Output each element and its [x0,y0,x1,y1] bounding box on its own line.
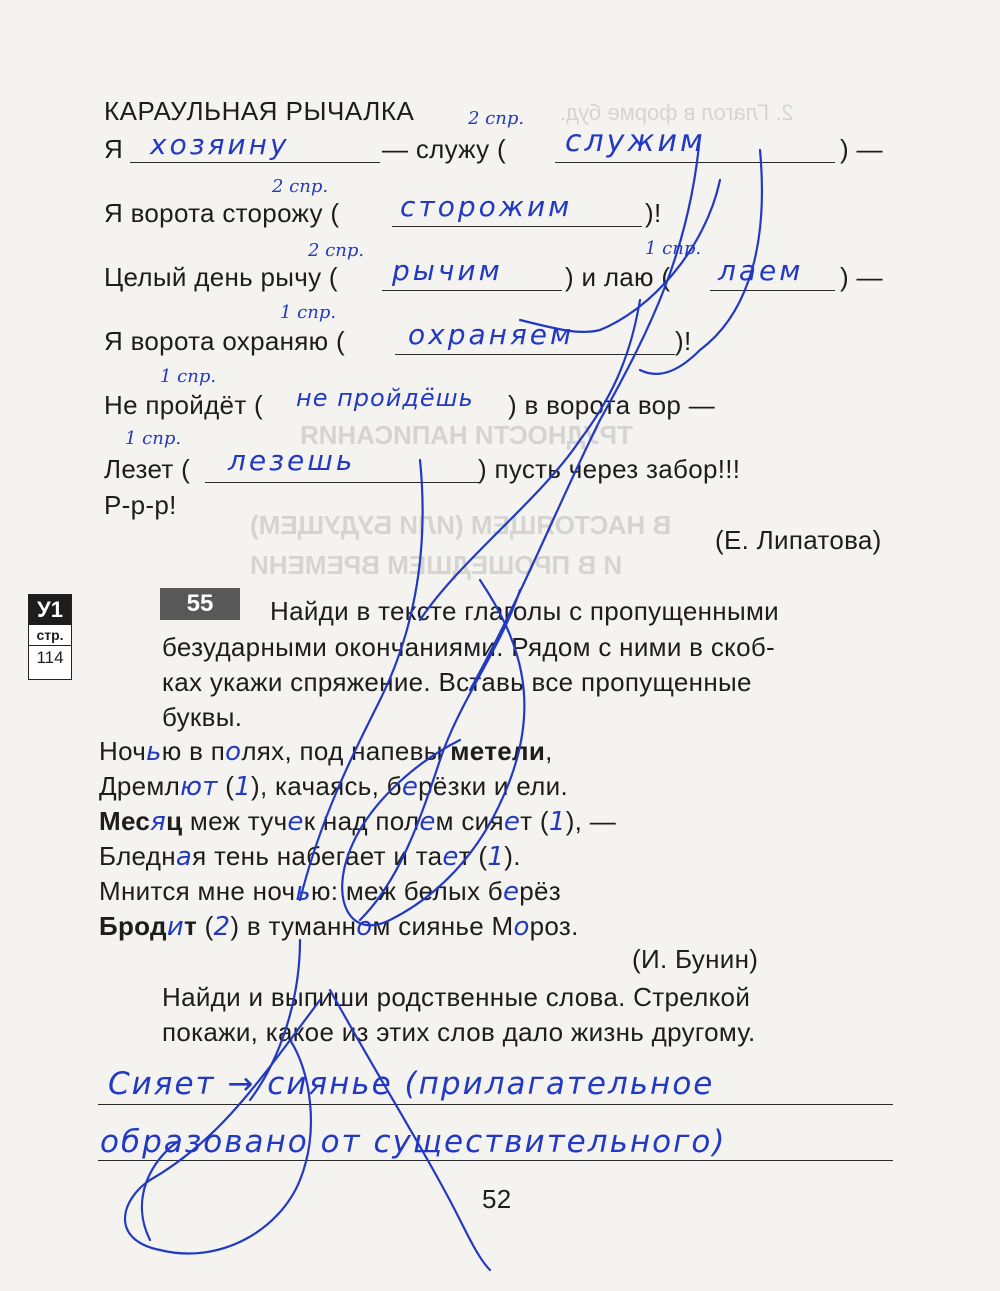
filled-letter: е [419,807,436,837]
answer-okhranyaem: охраняем [408,318,575,351]
text: ю в п [161,736,226,766]
text: роз. [529,911,579,941]
poem2-line-6 [99,911,579,942]
conjugation-note: 2 спр. [468,108,525,129]
answer-blank [392,226,642,227]
filled-letter: о [513,912,530,942]
answer-laem: лаем [718,254,804,287]
task-line: буквы. [162,702,243,732]
answer-sluzhim: служим [565,124,706,159]
conjugation-mark: 1 [234,772,252,802]
text: меж туч [182,806,288,836]
task-line: ках укажи спряжение. Вставь все пропущенные [162,667,752,697]
answer-storozhim: сторожим [400,190,573,223]
answer-ne-proydesh: не пройдёшь [296,384,474,412]
poem2-line-1 [99,736,553,767]
answer-line [98,1104,893,1105]
poem-author: (Е. Липатова) [715,525,882,555]
poem-line-4-start: Я ворота охраняю ( [104,326,345,356]
conjugation-mark: 1 [487,842,505,872]
text: Мнится мне ноч [99,876,296,906]
answer-rychim: рычим [392,254,503,287]
text: ), качаясь, б [251,771,402,801]
poem-line-2-start: Я ворота сторожу ( [104,198,340,228]
poem-line-3-mid: ) и лаю ( [565,262,671,292]
poem-line-1-start: Я [104,134,124,164]
conjugation-note: 1 спр. [160,366,217,387]
answer-blank [555,162,835,163]
poem-line-2-end: )! [645,198,662,228]
bold-word: т [184,911,198,941]
show-through: В НАСТОЯЩЕМ (ИЛИ БУДУЩЕМ) [250,510,672,540]
filled-letter: ют [180,772,218,802]
sidebar-reference [28,594,72,680]
bold-word: Мес [99,806,151,836]
answer-blank [130,162,380,163]
answer-blank [710,290,835,291]
text: , [545,736,553,766]
text: ю: меж белых б [311,876,503,906]
text: м сиянье М [372,911,514,941]
poem-line-7: Р-р-р! [104,490,177,520]
poem2-author: (И. Бунин) [632,944,759,974]
text: Бледн [99,841,176,871]
filled-letter: о [356,912,373,942]
answer-blank [395,354,675,355]
bold-word: метели [450,736,546,766]
filled-letter: е [401,772,419,802]
poem-title: КАРАУЛЬНАЯ РЫЧАЛКА [104,96,415,126]
reference-page-number: 114 [29,645,71,670]
show-through: 2. Глагол в форме буд. [560,100,794,125]
filled-letter: ь [295,877,311,907]
conjugation-mark: 1 [548,807,566,837]
page-number: 52 [482,1184,512,1214]
text: ), — [565,806,617,836]
task2-line: покажи, какое из этих слов дало жизнь другому. [162,1017,756,1047]
filled-letter: е [287,807,304,837]
poem-line-6-start: Лезет ( [104,454,191,484]
answer-hozyainu: хозяину [150,128,290,161]
task-line: безударными окончаниями. Рядом с ними в скоб- [162,632,775,662]
poem-line-3-start: Целый день рычу ( [104,262,338,292]
show-through: И В ПРОШЕДШЕМ ВРЕМЕНИ [250,550,623,580]
filled-letter: я [150,807,167,837]
text: ). [504,841,521,871]
text: м сия [435,806,504,836]
filled-letter: а [175,842,193,872]
poem-line-1-mid: — служу ( [382,134,506,164]
text: лях, под напевы [241,736,451,766]
text: ( [197,911,214,941]
answer-blank [205,482,480,483]
text: к над пол [303,806,420,836]
task-line: Найди в тексте глаголы с пропущенными [270,596,779,626]
filled-letter: о [225,737,242,767]
poem2-line-2 [99,771,568,802]
filled-letter: е [502,877,520,907]
text: Дремл [99,771,181,801]
unit-label: У1 [29,595,71,625]
poem-line-5-start: Не пройдёт ( [104,390,264,420]
filled-letter: ь [146,737,162,767]
text: ( [217,771,235,801]
poem2-line-3 [99,806,616,837]
filled-letter: и [166,912,185,942]
text: рёзки и ели. [418,771,568,801]
poem2-line-5 [99,876,561,907]
answer-line [98,1160,893,1161]
conjugation-note: 1 спр. [280,302,337,323]
text: Ноч [99,736,147,766]
bold-word: Брод [99,911,167,941]
handwritten-answer-line-1: Сияет → сиянье (прилагательное [108,1066,715,1102]
poem2-line-4 [99,841,521,872]
filled-letter: е [503,807,521,837]
text: т ( [458,841,488,871]
text: я тень набегает и та [192,841,443,871]
poem-line-3-end: ) — [840,262,883,292]
conjugation-note: 1 спр. [645,238,702,259]
filled-letter: е [442,842,459,872]
page-label: стр. [36,627,64,643]
conjugation-note: 2 спр. [308,240,365,261]
text: т ( [520,806,549,836]
poem-line-6-end: ) пусть через забор!!! [478,454,741,484]
show-through: ТРУДНОСТИ НАПИСАНИЯ [300,420,633,450]
text: ) в туманн [230,911,357,941]
conjugation-mark: 2 [213,912,231,942]
poem-line-1-end: ) — [840,134,883,164]
conjugation-note: 1 спр. [125,428,182,449]
answer-lezesh: лезешь [228,444,356,477]
conjugation-note: 2 спр. [272,176,329,197]
task2-line: Найди и выпиши родственные слова. Стрелкой [162,982,751,1012]
poem-line-4-end: )! [675,326,692,356]
exercise-number-badge: 55 [160,588,240,620]
text: рёз [519,876,562,906]
handwritten-answer-line-2: образовано от существительного) [100,1124,727,1160]
poem-line-5-end: ) в ворота вор — [508,390,716,420]
answer-blank [382,290,562,291]
bold-word: ц [166,806,183,836]
